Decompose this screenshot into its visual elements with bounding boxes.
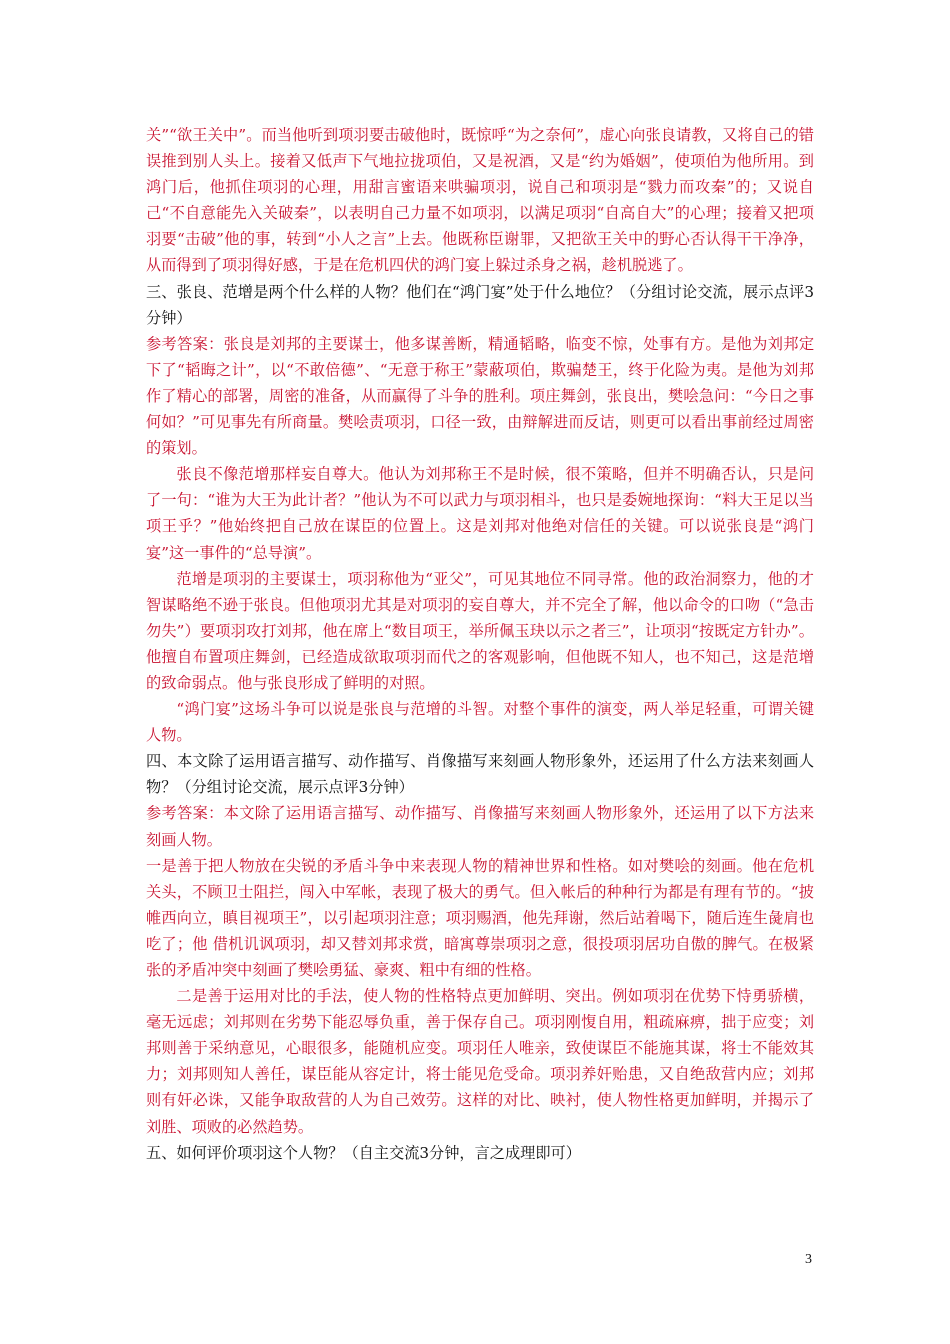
document-body xyxy=(146,122,814,1166)
answer-3-fanzeng: 范增是项羽的主要谋士，项羽称他为“亚父”，可见其地位不同寻常。他的政治洞察力，他的才智谋略绝不逊于张良。但他项羽尤其是对项羽的妄自尊大，并不完全了解，他以命令的口吻（“急击勿失”）要项羽攻打刘邦，他在席上“数目项王，举所佩玉玦以示之者三”，让项羽“按既定方针办”。他擅自布置项庄舞剑，已经造成欲取项羽而代之的客观影响，但他既不知人，也不知己，这是范增的致命弱点。他与张良形成了鲜明的对照。 xyxy=(146,569,814,692)
question-4: 四、本文除了运用语言描写、动作描写、肖像描写来刻画人物形象外，还运用了什么方法来刻画人物？（分组讨论交流，展示点评3分钟） xyxy=(146,752,814,797)
answer-3-summary: “鸿门宴”这场斗争可以说是张良与范增的斗智。对整个事件的演变，两人举足轻重，可谓关键人物。 xyxy=(146,700,814,745)
answer-4-intro: 参考答案：本文除了运用语言描写、动作描写、肖像描写来刻画人物形象外，还运用了以下方法来刻画人物。 xyxy=(146,804,814,849)
answer-3-zhangliang-modesty: 张良不像范增那样妄自尊大。他认为刘邦称王不是时候，很不策略，但并不明确否认，只是问了一句：“谁为大王为此计者？”他认为不可以武力与项羽相斗，也只是委婉地探询：“料大王足以当项王乎？”他始终把自己放在谋臣的位置上。这是刘邦对他绝对信任的关键。可以说张良是“鸿门宴”这一事件的“总导演”。 xyxy=(146,465,814,562)
question-3: 三、张良、范增是两个什么样的人物？他们在“鸿门宴”处于什么地位？（分组讨论交流，展示点评3分钟） xyxy=(146,282,814,327)
answer-3-zhangliang: 参考答案：张良是刘邦的主要谋士，他多谋善断，精通韬略，临变不惊，处事有方。是他为刘邦定下了“韬晦之计”，以“不敢倍德”、“无意于称王”蒙蔽项伯，欺骗楚王，终于化险为夷。是他为刘邦 作了精心的部署，周密的准备，从而赢得了斗争的胜利。项庄舞剑，张良出，樊哙急问：“今日之事何如？”可见事先有所商量。樊哙责项羽，口径一致，由辩解进而反诘，则更可以看出事前经过周密的策划。 xyxy=(146,334,814,458)
question-5: 五、如何评价项羽这个人物？（自主交流3分钟，言之成理即可） xyxy=(146,1143,581,1162)
paragraph-liubang-analysis: 关”“欲王关中”。而当他听到项羽要击破他时，既惊呼“为之奈何”，虚心向张良请教，又将自己的错误推到别人头上。接着又低声下气地拉拢项伯，又是祝酒，又是“约为婚姻”，使项伯为他所用。到鸿门后，他抓住项羽的心理，用甜言蜜语来哄骗项羽，说自己和项羽是“戮力而攻秦”的；又说自己“不自意能先入关破秦”，以表明自己力量不如项羽，以满足项羽“自高自大”的心理；接着又把项羽要“击破”他的事，转到“小人之言”上去。他既称臣谢罪，又把欲王关中的野心否认得干干净净，从而得到了项羽得好感，于是在危机四伏的鸿门宴上躲过杀身之祸，趁机脱逃了。 xyxy=(146,126,814,275)
answer-4-point-2: 二是善于运用对比的手法，使人物的性格特点更加鲜明、突出。例如项羽在优势下恃勇骄横，毫无远虑；刘邦则在劣势下能忍辱负重，善于保存自己。项羽刚愎自用，粗疏麻痹，拙于应变；刘邦则善于采纳意见，心眼很多，能随机应变。项羽任人唯亲，致使谋臣不能施其谋，将士不能效其力；刘邦则知人善任，谋臣能从容定计，将士能见危受命。项羽养奸贻患，又自绝敌营内应；刘邦则有奸必诛，又能争取敌营的人为自己效劳。这样的对比、映衬，使人物性格更加鲜明，并揭示了刘胜、项败的必然趋势。 xyxy=(146,987,814,1136)
answer-4-point-1: 一是善于把人物放在尖锐的矛盾斗争中来表现人物的精神世界和性格。如对樊哙的刻画。他在危机关头，不顾卫士阻拦，闯入中军帐，表现了极大的勇气。但入帐后的种种行为都是有理有节的。“披帷西向立，瞋目视项王”，以引起项羽注意；项羽赐酒，他先拜谢，然后站着喝下，随后连生彘肩也吃了；他 借机讥讽项羽，却又替刘邦求赏，暗寓尊崇项羽之意，很投项羽居功自傲的脾气。在极紧张的矛盾冲突中刻画了樊哙勇猛、豪爽、粗中有细的性格。 xyxy=(146,856,814,979)
page-number: 3 xyxy=(805,1252,812,1267)
